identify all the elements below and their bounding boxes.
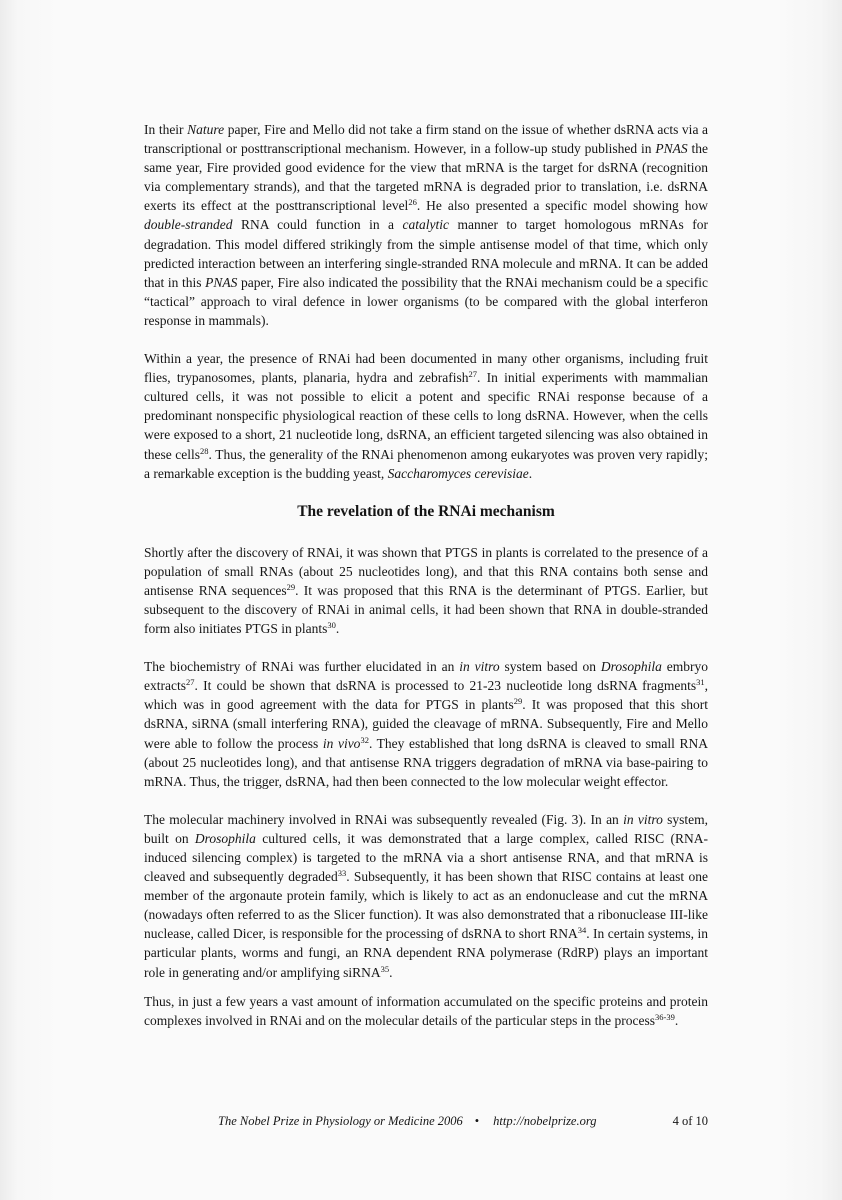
italic-text: in vitro [459,659,500,675]
italic-text: in vivo [322,735,361,751]
footer-url-link[interactable]: http://nobelprize.org [493,1114,597,1128]
italic-text: double-stranded [144,217,233,233]
italic-text: PNAS [655,141,688,157]
citation-reference: 29 [513,696,523,707]
paragraph: Within a year, the presence of RNAi had been documented in many other organisms, including fruit flies, trypanosomes, plants, planaria, hydra and zebrafish$^{27}$. In initial experiments with mammalian cultured cells, it was not possible to elicit a potent and specific RNAi response because of a predominant nonspecific physiological reaction of these cells to long dsRNA. However, when the cells were exposed to a short, 21 nucleotide long, dsRNA, an efficient targeted silencing was also obtained in these cells$^{28}$. Thus, the generality of the RNAi phenomenon among eukaryotes was proven very rapidly; a remarkable exception is the budding yeast, Saccharomyces cerevisiae. [144,351,708,481]
citation-reference: 27 [468,369,478,380]
footer-bullet: • [474,1114,480,1128]
italic-text: Drosophila [600,659,662,675]
page-footer [218,1113,708,1129]
paragraph: In their Nature paper, Fire and Mello did not take a firm stand on the issue of whether dsRNA acts via a transcriptional or posttranscriptional mechanism. However, in a follow-up study published in PNAS the same year, Fire provided good evidence for the view that mRNA is the target for dsRNA (recognition via complementary strands), and that the targeted mRNA is degraded prior to translation, i.e. dsRNA exerts its effect at the posttranscriptional level$^{26}$. He also presented a specific model showing how double-stranded RNA could function in a catalytic manner to target homologous mRNAs for degradation. This model differed strikingly from the simple antisense model of that time, which only predicted interaction between an interfering single-stranded RNA molecule and mRNA. It can be added that in this PNAS paper, Fire also indicated the possibility that the RNAi mechanism could be a specific “tactical” approach to viral defence in lower organisms (to be compared with the global interferon response in mammals). [144,122,708,328]
paragraph: The molecular machinery involved in RNAi was subsequently revealed (Fig. 3). In an in vitro system, built on Drosophila cultured cells, it was demonstrated that a large complex, called RISC (RNA-induced silencing complex) is targeted to the mRNA via a short antisense RNA, and that mRNA is cleaved and subsequently degraded$^{33}$. Subsequently, it has been shown that RISC contains at least one member of the argonaute protein family, which is likely to act as an endonuclease and cut the mRNA (nowadays often referred to as the Slicer function). It was also demonstrated that a ribonuclease III-like nuclease, called Dicer, is responsible for the processing of dsRNA to short RNA$^{34}$. In certain systems, in particular plants, worms and fungi, an RNA dependent RNA polymerase (RdRP) plays an important role in generating and/or amplifying siRNA$^{35}$. [144,811,708,980]
citation-reference: 36-39 [655,1011,675,1022]
citation-reference: 32 [360,734,369,745]
body-text [144,120,708,1030]
italic-text: Saccharomyces cerevisiae [387,465,529,481]
italic-text: PNAS [205,274,238,290]
citation-reference: 29 [286,581,296,592]
italic-text: Nature [187,122,225,137]
citation-reference: 27 [185,677,195,688]
paragraph: Thus, in just a few years a vast amount of information accumulated on the specific proteins and protein complexes involved in RNAi and on the molecular details of the particular steps in the process$^{36-39}$. [144,993,708,1028]
citation-reference: 30 [327,620,336,631]
citation-reference: 35 [380,963,390,974]
italic-text: Drosophila [194,830,256,846]
italic-text: catalytic [402,217,449,233]
italic-text: in vitro [623,811,663,827]
citation-reference: 26 [408,197,417,208]
page-number: 4 of 10 [672,1114,708,1128]
citation-reference: 34 [577,925,587,936]
paragraph: Shortly after the discovery of RNAi, it was shown that PTGS in plants is correlated to the presence of a population of small RNAs (about 25 nucleotides long), and that this RNA contains both sense and antisense RNA sequences$^{29}$. It was proposed that this RNA is the determinant of PTGS. Earlier, but subsequent to the discovery of RNAi in animal cells, it had been shown that RNA in double-stranded form also initiates PTGS in plants$^{30}$. [144,544,709,637]
citation-reference: 33 [337,868,347,879]
paragraph: The biochemistry of RNAi was further elucidated in an in vitro system based on Drosophila embryo extracts$^{27}$. It could be shown that dsRNA is processed to 21-23 nucleotide long dsRNA fragments$^{31}$, which was in good agreement with the data for PTGS in plants$^{29}$. It was proposed that this short dsRNA, siRNA (small interfering RNA), guided the cleavage of mRNA. Subsequently, Fire and Mello were able to follow the process in vivo$^{32}$. They established that long dsRNA is cleaved to small RNA (about 25 nucleotides long), and that antisense RNA triggers degradation of mRNA via base-pairing to mRNA. Thus, the trigger, dsRNA, had then been connected to the low molecular weight effector. [144,659,709,789]
section-heading: The revelation of the RNAi mechanism [297,502,555,520]
citation-reference: 31 [696,677,705,688]
footer-prize-title: The Nobel Prize in Physiology or Medicine 2006 [218,1114,463,1128]
citation-reference: 28 [200,445,209,456]
